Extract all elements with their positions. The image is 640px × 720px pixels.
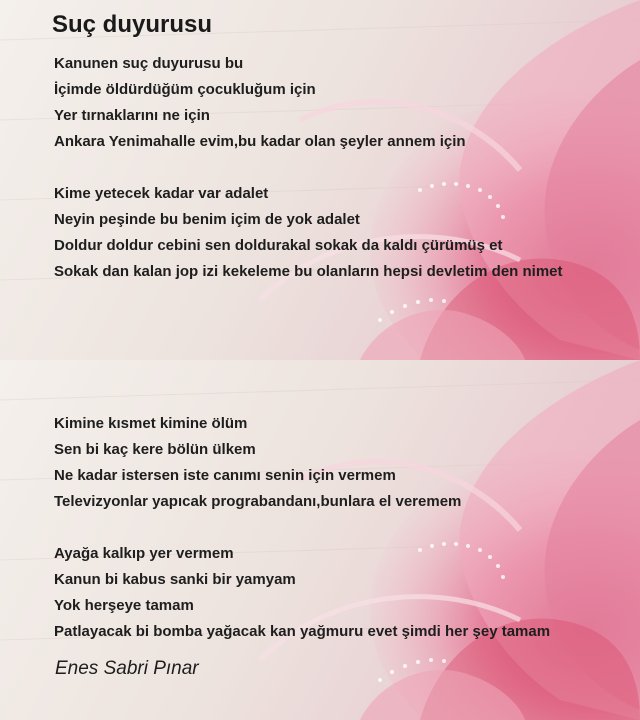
poem-title: Suç duyurusu [52, 11, 213, 38]
stanza-4 [54, 541, 550, 645]
poem-line: Ankara Yenimahalle evim,bu kadar olan şeyler annem için [54, 133, 466, 150]
poem-line: Sen bi kaç kere bölün ülkem [54, 441, 256, 458]
poem-line: Kimine kısmet kimine ölüm [54, 415, 248, 432]
poem-line: Ne kadar istersen iste canımı senin için vermem [54, 467, 396, 484]
poem-line: Doldur doldur cebini sen doldurakal sokak da kaldı çürümüş et [54, 237, 503, 254]
poem-line: Kanun bi kabus sanki bir yamyam [54, 571, 296, 588]
poem-line: Ayağa kalkıp yer vermem [54, 545, 234, 562]
poem-line: Neyin peşinde bu benim içim de yok adalet [54, 211, 360, 228]
stanza-1 [54, 51, 466, 155]
poem-line: Kime yetecek kadar var adalet [54, 185, 269, 202]
poem-line: İçimde öldürdüğüm çocukluğum için [54, 81, 316, 98]
poem-author: Enes Sabri Pınar [55, 658, 199, 679]
stanza-3 [54, 411, 461, 515]
poem-line: Televizyonlar yapıcak prograbandanı,bunlara el veremem [54, 493, 462, 510]
stanza-2 [54, 181, 563, 285]
poem-line: Sokak dan kalan jop izi kekeleme bu olanların hepsi devletim den nimet [54, 263, 563, 280]
poem-line: Kanunen suç duyurusu bu [54, 55, 244, 72]
poem-line: Yok herşeye tamam [54, 597, 194, 614]
poem-line: Patlayacak bi bomba yağacak kan yağmuru evet şimdi her şey tamam [54, 623, 551, 640]
poem-line: Yer tırnaklarını ne için [54, 107, 210, 124]
